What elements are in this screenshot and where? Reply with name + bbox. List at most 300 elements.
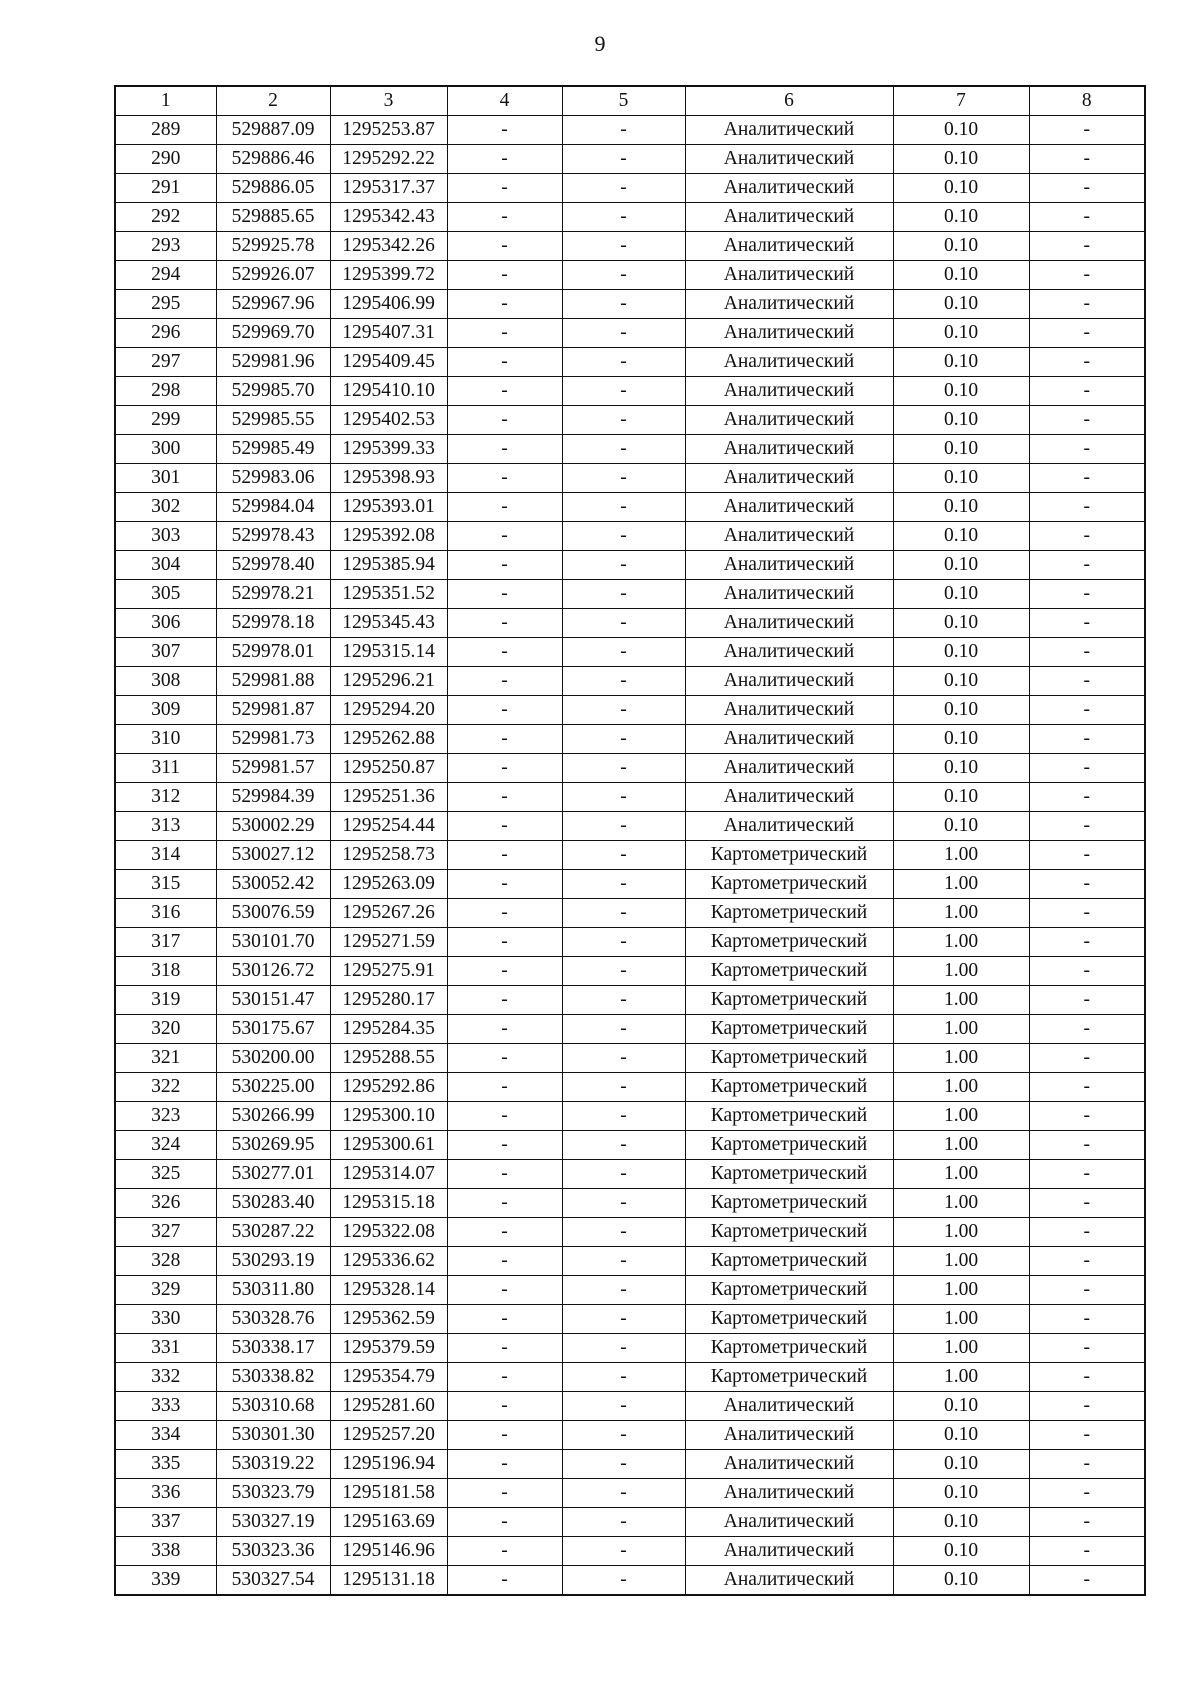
cell-col-8: - — [1029, 348, 1145, 377]
cell-method: Аналитический — [685, 1450, 893, 1479]
cell-coord-y: 1295399.33 — [330, 435, 447, 464]
cell-col-8: - — [1029, 1160, 1145, 1189]
table-row — [115, 435, 1145, 464]
cell-point-number: 338 — [115, 1537, 216, 1566]
cell-coord-x: 529981.57 — [216, 754, 330, 783]
cell-method: Картометрический — [685, 1044, 893, 1073]
cell-method: Аналитический — [685, 754, 893, 783]
cell-col-4: - — [447, 1218, 562, 1247]
cell-coord-x: 529981.73 — [216, 725, 330, 754]
cell-method: Аналитический — [685, 261, 893, 290]
cell-col-4: - — [447, 1334, 562, 1363]
cell-col-5: - — [562, 1363, 685, 1392]
cell-method: Аналитический — [685, 1537, 893, 1566]
cell-col-4: - — [447, 957, 562, 986]
cell-accuracy: 0.10 — [893, 1508, 1029, 1537]
cell-point-number: 312 — [115, 783, 216, 812]
cell-method: Аналитический — [685, 696, 893, 725]
cell-coord-x: 530175.67 — [216, 1015, 330, 1044]
cell-coord-x: 529969.70 — [216, 319, 330, 348]
cell-accuracy: 0.10 — [893, 116, 1029, 145]
cell-accuracy: 0.10 — [893, 1566, 1029, 1596]
cell-col-8: - — [1029, 1537, 1145, 1566]
cell-col-4: - — [447, 1508, 562, 1537]
cell-coord-y: 1295342.26 — [330, 232, 447, 261]
cell-coord-x: 530338.82 — [216, 1363, 330, 1392]
cell-col-8: - — [1029, 1131, 1145, 1160]
cell-col-5: - — [562, 1015, 685, 1044]
table-header — [115, 86, 1145, 116]
cell-point-number: 310 — [115, 725, 216, 754]
cell-method: Аналитический — [685, 667, 893, 696]
cell-point-number: 331 — [115, 1334, 216, 1363]
cell-coord-x: 530293.19 — [216, 1247, 330, 1276]
cell-point-number: 339 — [115, 1566, 216, 1596]
table-row — [115, 609, 1145, 638]
cell-col-8: - — [1029, 203, 1145, 232]
cell-point-number: 295 — [115, 290, 216, 319]
cell-col-8: - — [1029, 1276, 1145, 1305]
cell-accuracy: 0.10 — [893, 1450, 1029, 1479]
table-row — [115, 406, 1145, 435]
cell-col-8: - — [1029, 406, 1145, 435]
cell-coord-x: 529985.70 — [216, 377, 330, 406]
cell-coord-y: 1295254.44 — [330, 812, 447, 841]
cell-coord-x: 529981.96 — [216, 348, 330, 377]
cell-point-number: 303 — [115, 522, 216, 551]
cell-col-8: - — [1029, 493, 1145, 522]
table-row — [115, 261, 1145, 290]
cell-coord-y: 1295300.61 — [330, 1131, 447, 1160]
cell-col-4: - — [447, 1363, 562, 1392]
cell-accuracy: 0.10 — [893, 1479, 1029, 1508]
column-header-2: 2 — [216, 86, 330, 116]
table-row — [115, 783, 1145, 812]
table-row — [115, 1189, 1145, 1218]
cell-coord-y: 1295315.18 — [330, 1189, 447, 1218]
cell-col-4: - — [447, 348, 562, 377]
cell-col-4: - — [447, 261, 562, 290]
table-row — [115, 1015, 1145, 1044]
cell-coord-x: 530200.00 — [216, 1044, 330, 1073]
cell-col-8: - — [1029, 522, 1145, 551]
cell-accuracy: 0.10 — [893, 493, 1029, 522]
table-row — [115, 812, 1145, 841]
cell-coord-y: 1295314.07 — [330, 1160, 447, 1189]
cell-col-5: - — [562, 1392, 685, 1421]
cell-coord-y: 1295385.94 — [330, 551, 447, 580]
column-header-7: 7 — [893, 86, 1029, 116]
cell-col-4: - — [447, 203, 562, 232]
cell-method: Аналитический — [685, 406, 893, 435]
cell-coord-x: 529985.49 — [216, 435, 330, 464]
cell-coord-x: 530126.72 — [216, 957, 330, 986]
cell-col-4: - — [447, 1305, 562, 1334]
cell-method: Аналитический — [685, 348, 893, 377]
cell-col-8: - — [1029, 667, 1145, 696]
cell-coord-y: 1295342.43 — [330, 203, 447, 232]
cell-coord-y: 1295163.69 — [330, 1508, 447, 1537]
cell-coord-y: 1295275.91 — [330, 957, 447, 986]
header-row — [115, 86, 1145, 116]
cell-coord-y: 1295315.14 — [330, 638, 447, 667]
cell-accuracy: 0.10 — [893, 1537, 1029, 1566]
cell-coord-y: 1295253.87 — [330, 116, 447, 145]
cell-coord-y: 1295407.31 — [330, 319, 447, 348]
cell-col-4: - — [447, 1160, 562, 1189]
cell-method: Картометрический — [685, 1102, 893, 1131]
cell-coord-x: 530027.12 — [216, 841, 330, 870]
cell-point-number: 322 — [115, 1073, 216, 1102]
table-row — [115, 319, 1145, 348]
table-row — [115, 899, 1145, 928]
cell-col-5: - — [562, 1102, 685, 1131]
cell-col-5: - — [562, 899, 685, 928]
cell-point-number: 306 — [115, 609, 216, 638]
cell-method: Картометрический — [685, 1218, 893, 1247]
cell-coord-y: 1295398.93 — [330, 464, 447, 493]
column-header-3: 3 — [330, 86, 447, 116]
cell-coord-y: 1295328.14 — [330, 1276, 447, 1305]
cell-coord-x: 529981.88 — [216, 667, 330, 696]
column-header-1: 1 — [115, 86, 216, 116]
table-row — [115, 290, 1145, 319]
cell-coord-y: 1295280.17 — [330, 986, 447, 1015]
table-row — [115, 174, 1145, 203]
cell-col-4: - — [447, 1044, 562, 1073]
cell-col-4: - — [447, 638, 562, 667]
cell-method: Аналитический — [685, 290, 893, 319]
table-row — [115, 203, 1145, 232]
cell-col-5: - — [562, 841, 685, 870]
cell-accuracy: 0.10 — [893, 232, 1029, 261]
cell-col-8: - — [1029, 1450, 1145, 1479]
cell-method: Аналитический — [685, 551, 893, 580]
cell-col-5: - — [562, 1044, 685, 1073]
coordinates-table — [114, 85, 1146, 1596]
cell-col-5: - — [562, 754, 685, 783]
cell-col-4: - — [447, 1189, 562, 1218]
cell-col-4: - — [447, 870, 562, 899]
cell-coord-x: 530266.99 — [216, 1102, 330, 1131]
cell-col-5: - — [562, 928, 685, 957]
cell-col-5: - — [562, 1247, 685, 1276]
cell-coord-y: 1295317.37 — [330, 174, 447, 203]
cell-accuracy: 0.10 — [893, 290, 1029, 319]
cell-col-8: - — [1029, 696, 1145, 725]
cell-col-4: - — [447, 1479, 562, 1508]
cell-col-4: - — [447, 928, 562, 957]
cell-col-5: - — [562, 174, 685, 203]
table-row — [115, 1450, 1145, 1479]
cell-col-5: - — [562, 1566, 685, 1596]
table-row — [115, 1218, 1145, 1247]
cell-coord-y: 1295250.87 — [330, 754, 447, 783]
cell-method: Аналитический — [685, 232, 893, 261]
cell-point-number: 337 — [115, 1508, 216, 1537]
cell-coord-y: 1295251.36 — [330, 783, 447, 812]
cell-accuracy: 0.10 — [893, 812, 1029, 841]
cell-accuracy: 0.10 — [893, 609, 1029, 638]
cell-accuracy: 0.10 — [893, 377, 1029, 406]
cell-coord-y: 1295406.99 — [330, 290, 447, 319]
cell-point-number: 289 — [115, 116, 216, 145]
cell-accuracy: 1.00 — [893, 899, 1029, 928]
cell-point-number: 311 — [115, 754, 216, 783]
cell-coord-x: 530323.36 — [216, 1537, 330, 1566]
cell-accuracy: 0.10 — [893, 783, 1029, 812]
cell-coord-y: 1295257.20 — [330, 1421, 447, 1450]
cell-accuracy: 1.00 — [893, 957, 1029, 986]
cell-point-number: 334 — [115, 1421, 216, 1450]
page-number: 9 — [594, 31, 606, 56]
cell-method: Аналитический — [685, 435, 893, 464]
cell-method: Картометрический — [685, 1363, 893, 1392]
cell-col-4: - — [447, 899, 562, 928]
table-row — [115, 348, 1145, 377]
cell-method: Картометрический — [685, 1015, 893, 1044]
cell-col-5: - — [562, 203, 685, 232]
cell-coord-y: 1295402.53 — [330, 406, 447, 435]
cell-method: Аналитический — [685, 609, 893, 638]
cell-col-8: - — [1029, 1479, 1145, 1508]
table-row — [115, 116, 1145, 145]
cell-point-number: 321 — [115, 1044, 216, 1073]
cell-method: Аналитический — [685, 1566, 893, 1596]
cell-col-4: - — [447, 1131, 562, 1160]
table-row — [115, 754, 1145, 783]
cell-col-5: - — [562, 1334, 685, 1363]
cell-coord-y: 1295322.08 — [330, 1218, 447, 1247]
cell-accuracy: 0.10 — [893, 754, 1029, 783]
cell-col-8: - — [1029, 812, 1145, 841]
cell-col-4: - — [447, 1276, 562, 1305]
cell-point-number: 299 — [115, 406, 216, 435]
cell-method: Аналитический — [685, 1392, 893, 1421]
cell-col-5: - — [562, 348, 685, 377]
cell-point-number: 326 — [115, 1189, 216, 1218]
cell-method: Аналитический — [685, 783, 893, 812]
cell-coord-x: 529981.87 — [216, 696, 330, 725]
cell-col-8: - — [1029, 986, 1145, 1015]
cell-col-8: - — [1029, 1392, 1145, 1421]
cell-col-5: - — [562, 551, 685, 580]
cell-col-4: - — [447, 232, 562, 261]
cell-point-number: 320 — [115, 1015, 216, 1044]
cell-coord-y: 1295131.18 — [330, 1566, 447, 1596]
cell-col-4: - — [447, 696, 562, 725]
cell-col-5: - — [562, 986, 685, 1015]
cell-col-8: - — [1029, 1044, 1145, 1073]
cell-col-8: - — [1029, 435, 1145, 464]
cell-col-8: - — [1029, 1566, 1145, 1596]
cell-accuracy: 1.00 — [893, 870, 1029, 899]
table-row — [115, 1276, 1145, 1305]
cell-coord-y: 1295393.01 — [330, 493, 447, 522]
cell-col-5: - — [562, 609, 685, 638]
cell-accuracy: 1.00 — [893, 1189, 1029, 1218]
cell-col-5: - — [562, 261, 685, 290]
cell-accuracy: 1.00 — [893, 841, 1029, 870]
cell-point-number: 323 — [115, 1102, 216, 1131]
cell-col-8: - — [1029, 928, 1145, 957]
cell-accuracy: 0.10 — [893, 406, 1029, 435]
cell-accuracy: 0.10 — [893, 464, 1029, 493]
cell-col-5: - — [562, 1160, 685, 1189]
cell-coord-x: 529984.39 — [216, 783, 330, 812]
cell-coord-y: 1295409.45 — [330, 348, 447, 377]
cell-col-8: - — [1029, 232, 1145, 261]
cell-col-8: - — [1029, 319, 1145, 348]
cell-point-number: 329 — [115, 1276, 216, 1305]
table-row — [115, 1160, 1145, 1189]
cell-col-4: - — [447, 464, 562, 493]
cell-coord-y: 1295146.96 — [330, 1537, 447, 1566]
cell-col-4: - — [447, 377, 562, 406]
table-row — [115, 1334, 1145, 1363]
cell-col-8: - — [1029, 638, 1145, 667]
cell-accuracy: 0.10 — [893, 348, 1029, 377]
cell-method: Картометрический — [685, 1247, 893, 1276]
cell-coord-x: 529978.40 — [216, 551, 330, 580]
cell-col-4: - — [447, 1421, 562, 1450]
table-row — [115, 232, 1145, 261]
cell-accuracy: 0.10 — [893, 725, 1029, 754]
cell-coord-y: 1295392.08 — [330, 522, 447, 551]
cell-method: Аналитический — [685, 638, 893, 667]
cell-point-number: 292 — [115, 203, 216, 232]
cell-col-8: - — [1029, 1305, 1145, 1334]
cell-col-4: - — [447, 783, 562, 812]
cell-method: Аналитический — [685, 203, 893, 232]
cell-col-4: - — [447, 1392, 562, 1421]
cell-col-8: - — [1029, 1189, 1145, 1218]
cell-col-5: - — [562, 1479, 685, 1508]
cell-col-8: - — [1029, 1421, 1145, 1450]
cell-coord-x: 530287.22 — [216, 1218, 330, 1247]
cell-col-4: - — [447, 841, 562, 870]
column-header-6: 6 — [685, 86, 893, 116]
cell-col-5: - — [562, 1276, 685, 1305]
cell-accuracy: 0.10 — [893, 261, 1029, 290]
table-row — [115, 1508, 1145, 1537]
cell-point-number: 301 — [115, 464, 216, 493]
cell-coord-x: 529886.05 — [216, 174, 330, 203]
cell-col-4: - — [447, 1015, 562, 1044]
cell-col-8: - — [1029, 377, 1145, 406]
cell-method: Картометрический — [685, 1276, 893, 1305]
cell-accuracy: 0.10 — [893, 522, 1029, 551]
cell-method: Картометрический — [685, 870, 893, 899]
cell-coord-x: 530225.00 — [216, 1073, 330, 1102]
cell-col-4: - — [447, 551, 562, 580]
cell-method: Картометрический — [685, 1073, 893, 1102]
cell-coord-y: 1295345.43 — [330, 609, 447, 638]
cell-coord-y: 1295263.09 — [330, 870, 447, 899]
cell-coord-x: 530327.19 — [216, 1508, 330, 1537]
cell-col-4: - — [447, 116, 562, 145]
cell-point-number: 294 — [115, 261, 216, 290]
cell-coord-x: 530301.30 — [216, 1421, 330, 1450]
cell-coord-x: 530323.79 — [216, 1479, 330, 1508]
table-row — [115, 1363, 1145, 1392]
cell-col-8: - — [1029, 1334, 1145, 1363]
table-row — [115, 667, 1145, 696]
cell-coord-x: 530101.70 — [216, 928, 330, 957]
cell-col-8: - — [1029, 899, 1145, 928]
cell-col-8: - — [1029, 783, 1145, 812]
cell-col-5: - — [562, 1508, 685, 1537]
cell-col-5: - — [562, 812, 685, 841]
cell-col-5: - — [562, 783, 685, 812]
cell-coord-x: 529985.55 — [216, 406, 330, 435]
cell-col-5: - — [562, 435, 685, 464]
cell-coord-y: 1295294.20 — [330, 696, 447, 725]
cell-point-number: 315 — [115, 870, 216, 899]
cell-coord-x: 530310.68 — [216, 1392, 330, 1421]
cell-col-5: - — [562, 725, 685, 754]
cell-col-5: - — [562, 1218, 685, 1247]
cell-point-number: 332 — [115, 1363, 216, 1392]
cell-coord-y: 1295354.79 — [330, 1363, 447, 1392]
cell-method: Аналитический — [685, 145, 893, 174]
cell-method: Аналитический — [685, 725, 893, 754]
cell-col-5: - — [562, 580, 685, 609]
cell-method: Аналитический — [685, 1508, 893, 1537]
cell-col-8: - — [1029, 464, 1145, 493]
cell-col-8: - — [1029, 261, 1145, 290]
table-row — [115, 1044, 1145, 1073]
cell-accuracy: 0.10 — [893, 203, 1029, 232]
cell-method: Картометрический — [685, 1131, 893, 1160]
cell-coord-x: 529978.43 — [216, 522, 330, 551]
table-row — [115, 725, 1145, 754]
cell-accuracy: 0.10 — [893, 551, 1029, 580]
table-row — [115, 1131, 1145, 1160]
cell-point-number: 304 — [115, 551, 216, 580]
cell-col-4: - — [447, 1247, 562, 1276]
cell-method: Аналитический — [685, 377, 893, 406]
cell-col-5: - — [562, 522, 685, 551]
cell-col-5: - — [562, 957, 685, 986]
cell-col-4: - — [447, 667, 562, 696]
cell-col-4: - — [447, 754, 562, 783]
cell-coord-x: 529886.46 — [216, 145, 330, 174]
cell-method: Аналитический — [685, 174, 893, 203]
cell-col-4: - — [447, 145, 562, 174]
table-row — [115, 551, 1145, 580]
cell-point-number: 302 — [115, 493, 216, 522]
table-row — [115, 870, 1145, 899]
cell-point-number: 300 — [115, 435, 216, 464]
cell-accuracy: 1.00 — [893, 1160, 1029, 1189]
cell-col-5: - — [562, 493, 685, 522]
cell-point-number: 325 — [115, 1160, 216, 1189]
table-row — [115, 928, 1145, 957]
column-header-8: 8 — [1029, 86, 1145, 116]
cell-coord-x: 530328.76 — [216, 1305, 330, 1334]
cell-accuracy: 1.00 — [893, 1073, 1029, 1102]
cell-col-8: - — [1029, 174, 1145, 203]
cell-coord-y: 1295258.73 — [330, 841, 447, 870]
cell-col-8: - — [1029, 1247, 1145, 1276]
cell-accuracy: 0.10 — [893, 1392, 1029, 1421]
cell-col-5: - — [562, 377, 685, 406]
cell-method: Аналитический — [685, 319, 893, 348]
cell-coord-y: 1295379.59 — [330, 1334, 447, 1363]
cell-col-8: - — [1029, 1015, 1145, 1044]
cell-coord-x: 530338.17 — [216, 1334, 330, 1363]
